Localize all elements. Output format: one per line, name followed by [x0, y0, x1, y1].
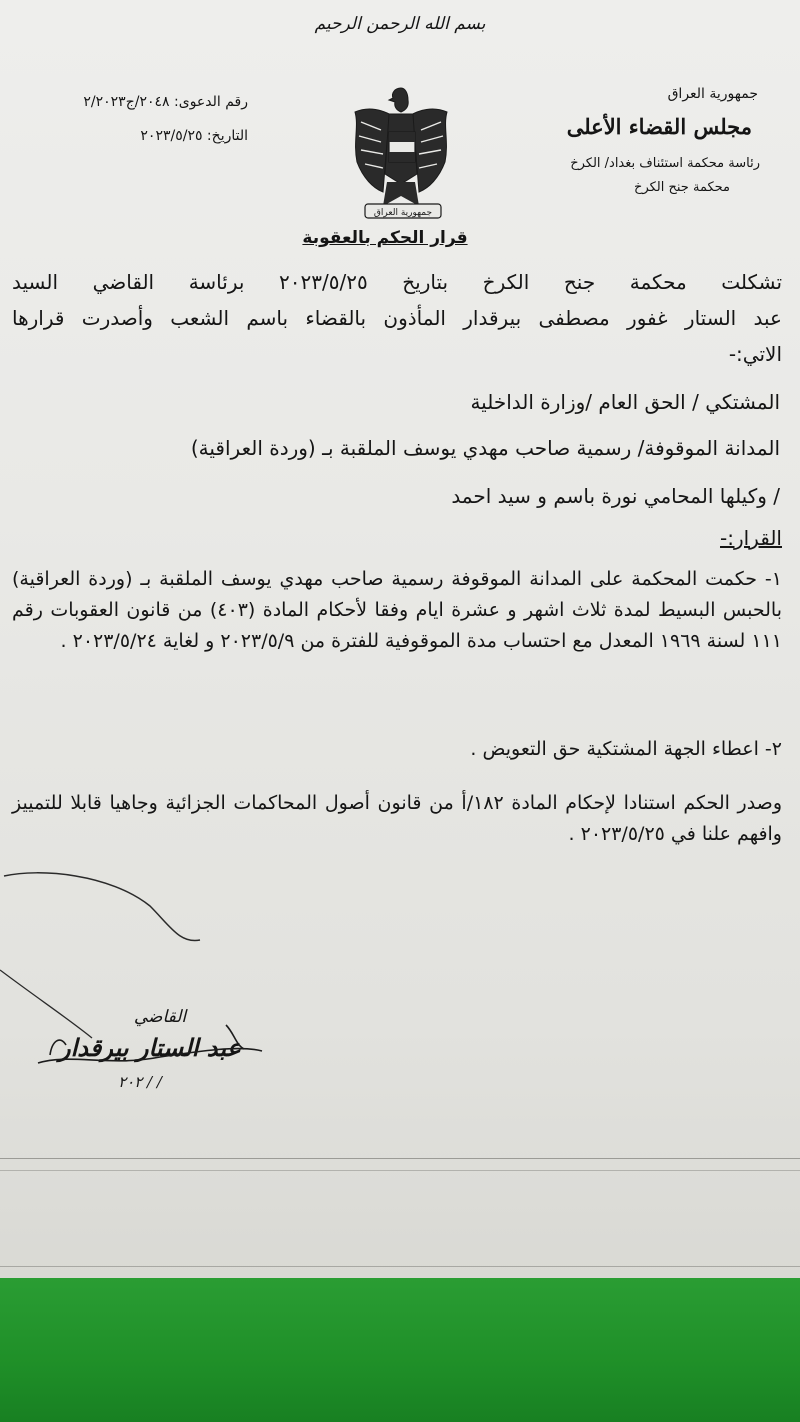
- complainant-line: المشتكي / الحق العام /وزارة الداخلية: [470, 390, 780, 414]
- lawyers-line: / وكيلها المحامي نورة باسم و سيد احمد: [451, 484, 780, 508]
- page-edge-2: [0, 1170, 800, 1171]
- intro-line-2: عبد الستار غفور مصطفى بيرقدار المأذون بالقضاء باسم الشعب وأصدرت قرارها: [12, 306, 782, 330]
- decision-item-2: ٢- اعطاء الجهة المشتكية حق التعويض .: [470, 738, 782, 760]
- decision-heading: القرار:-: [720, 526, 782, 550]
- republic-label: جمهورية العراق: [667, 86, 758, 102]
- page-edge-1: [0, 1158, 800, 1159]
- court-presidency: رئاسة محكمة استئناف بغداد/ الكرخ: [570, 156, 760, 171]
- signature-title: القاضي: [133, 1007, 187, 1027]
- intro-line-1: تشكلت محكمة جنح الكرخ بتاريخ ٢٠٢٣/٥/٢٥ برئاسة القاضي السيد: [12, 270, 783, 294]
- decision-closing: وصدر الحكم استنادا لإحكام المادة ١٨٢/أ من قانون أصول المحاكمات الجزائية وجاهيا قابلا للتمييز وافهم علنا في ٢٠٢٣/٥/٢٥ .: [12, 792, 782, 845]
- page-edge-3: [0, 1266, 800, 1267]
- decision-item-1: ١- حكمت المحكمة على المدانة الموقوفة رسمية صاحب مهدي يوسف الملقبة بـ (وردة العراقية) بالحبس البسيط لمدة ثلاث اشهر و عشرة ايام وفقا لأحكام المادة (٤٠٣) من قانون العقوبات رقم ١١١ لسنة ١٩٦٩ المعدل مع احتساب مدة الموقوفية للفترة من ٢٠٢٣/٥/٩ و لغاية ٢٠٢٣/٥/٢٤ .: [12, 568, 782, 652]
- case-number: رقم الدعوى: ٢٠٤٨/ج٢/٢٠٢٣: [83, 94, 248, 110]
- bismillah: بسم الله الرحمن الرحيم: [314, 14, 486, 34]
- emblem-caption: جمهورية العراق: [373, 208, 433, 218]
- council-name: مجلس القضاء الأعلى: [566, 114, 752, 139]
- signature-date: / / ٢٠٢: [118, 1073, 162, 1091]
- case-date: التاريخ: ٢٠٢٣/٥/٢٥: [140, 128, 248, 144]
- intro-line-3: الاتي:-: [728, 342, 782, 366]
- iraq-eagle-emblem-icon: [343, 82, 463, 222]
- court-name: محكمة جنح الكرخ: [634, 180, 730, 195]
- signature-name: عبد الستار بيرقدار: [59, 1033, 241, 1062]
- decision-title: قرار الحكم بالعقوبة: [302, 228, 468, 248]
- judge-signature: [30, 1005, 280, 1100]
- green-background-surface: [0, 1278, 800, 1422]
- convicted-line: المدانة الموقوفة/ رسمية صاحب مهدي يوسف الملقبة بـ (وردة العراقية): [190, 436, 780, 460]
